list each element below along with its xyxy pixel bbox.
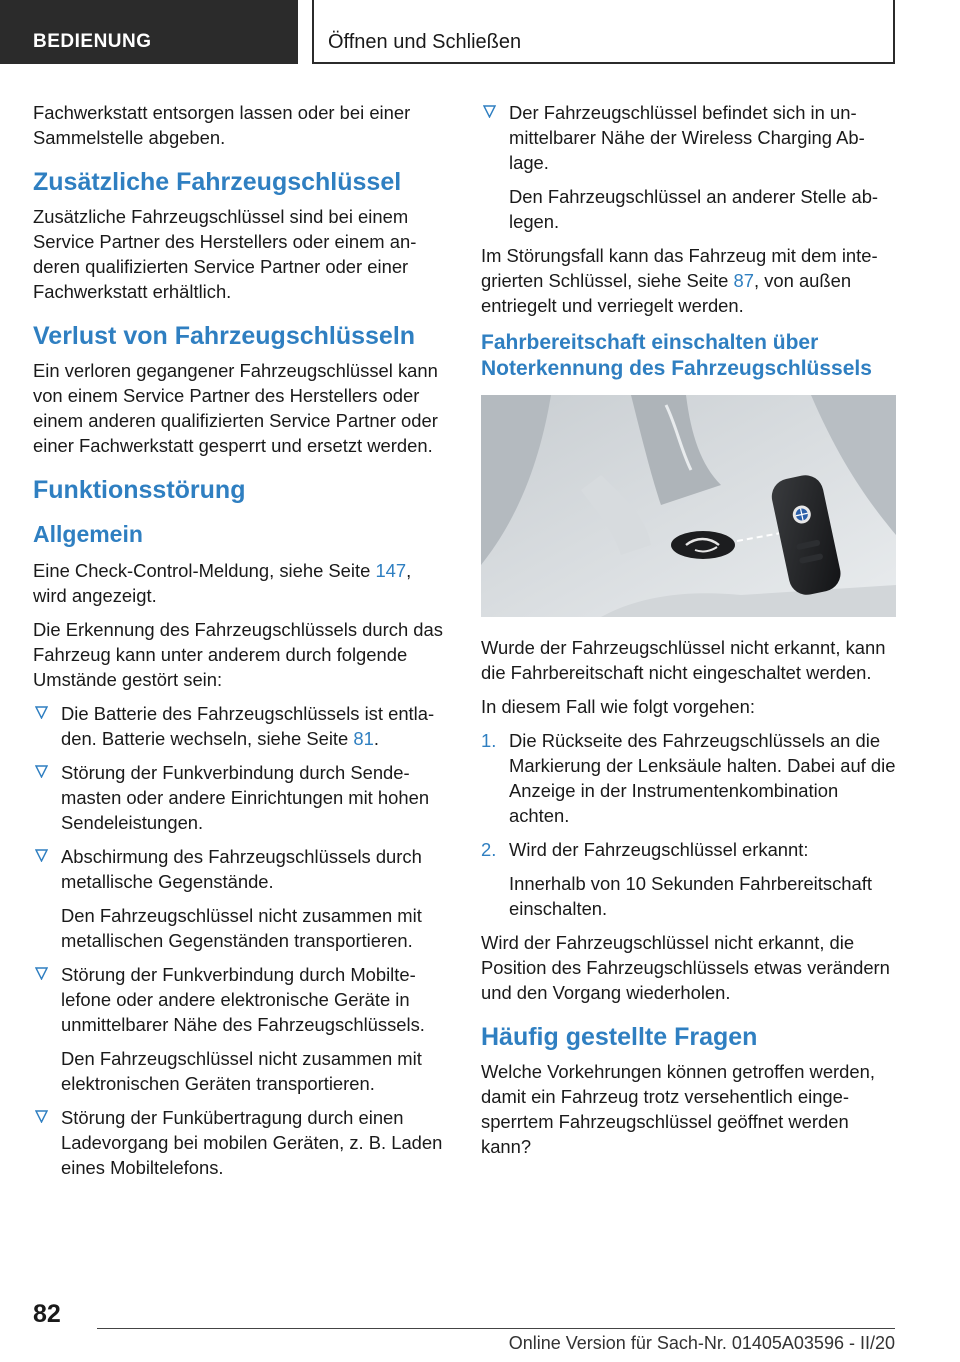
page-number: 82: [33, 1300, 61, 1328]
step-note: Innerhalb von 10 Sekunden Fahrbereitschaft einschalten.: [509, 873, 872, 919]
triangle-bullet-icon: [483, 105, 496, 118]
list-item: Abschirmung des Fahrzeugschlüssels durch metallische Gegenstände.: [33, 844, 449, 894]
paragraph-faq-question: Welche Vorkehrungen können getroffen werden, damit ein Fahrzeug trotz versehentlich eingesperrtem Fahrzeugschlüssel geöffnet werden kann?: [481, 1061, 875, 1157]
step-item: 1. Die Rückseite des Fahrzeugschlüssels an die Markierung der Lenksäule halten. Dabei auf die Anzeige in der Instrumentenkombination achten.: [481, 730, 896, 826]
chapter-title: Öffnen und Schließen: [312, 0, 895, 64]
paragraph-additional-keys: Zusätzliche Fahrzeugschlüssel sind bei einem Service Partner des Herstellers oder einem anderen qualifizierten Service Partner oder einer Fachwerkstatt erhältlich.: [33, 206, 417, 302]
paragraph-reposition: Wird der Fahrzeugschlüssel nicht erkannt, die Position des Fahrzeugschlüssels etwas verändern und den Vorgang wiederholen.: [481, 932, 890, 1003]
list-item: Die Batterie des Fahrzeugschlüssels ist entladen. Batterie wechseln, siehe Seite 81.: [33, 701, 449, 751]
paragraph-detection: Die Erkennung des Fahrzeugschlüssels durch das Fahrzeug kann unter anderem durch folgende Umstände gestört sein:: [33, 619, 443, 690]
list-item: Störung der Funkverbindung durch Sendemasten oder andere Einrichtungen mit hohen Sendeleistungen.: [33, 760, 449, 835]
paragraph-check-control: Eine Check-Control-Meldung, siehe Seite 147, wird angezeigt.: [33, 560, 412, 606]
triangle-bullet-icon: [35, 706, 48, 719]
heading-general: Allgemein: [33, 521, 143, 547]
list-item: Der Fahrzeugschlüssel befindet sich in unmittelbarer Nähe der Wireless Charging Ablage.: [481, 100, 896, 175]
footer-version: Online Version für Sach-Nr. 01405A03596 - II/20: [508, 1333, 895, 1353]
page-link-87[interactable]: 87: [733, 270, 754, 291]
intro-paragraph: Fachwerkstatt entsorgen lassen oder bei einer Sammelstelle abgeben.: [33, 102, 411, 148]
list-item: Störung der Funkübertragung durch einen Ladevorgang bei mobilen Geräten, z. B. Laden eines Mobiltelefons.: [33, 1105, 449, 1180]
paragraph-key-loss: Ein verloren gegangener Fahrzeugschlüssel kann von einem Service Partner des Herstellers oder einem anderen qualifizierten Service Partner oder einer Fachwerkstatt gesperrt und ersetzt werden.: [33, 360, 438, 456]
heading-malfunction: Funktionsstörung: [33, 476, 246, 504]
page-link-81[interactable]: 81: [353, 728, 374, 749]
step-item: 2. Wird der Fahrzeugschlüssel erkannt:: [481, 839, 809, 860]
list-item-note: Den Fahrzeugschlüssel nicht zusammen mit metallischen Gegenständen transportieren.: [61, 905, 422, 951]
triangle-bullet-icon: [35, 1110, 48, 1123]
triangle-bullet-icon: [35, 849, 48, 862]
right-column: [481, 100, 896, 1168]
page-header: [0, 0, 960, 66]
list-item: Störung der Funkverbindung durch Mobiltelefone oder andere elektronische Geräte in unmittelbarer Nähe des Fahrzeugschlüssels.: [33, 962, 449, 1037]
triangle-bullet-icon: [35, 765, 48, 778]
heading-key-loss: Verlust von Fahrzeugschlüsseln: [33, 322, 416, 350]
left-column: [33, 100, 449, 1189]
section-tab: BEDIENUNG: [0, 0, 298, 64]
paragraph-integrated-key: Im Störungsfall kann das Fahrzeug mit dem integrierten Schlüssel, siehe Seite 87, von außen entriegelt und verriegelt werden.: [481, 245, 878, 316]
footer-divider: [97, 1328, 895, 1329]
steering-column-key-illustration: [481, 395, 896, 617]
heading-emergency-detection: Fahrbereitschaft einschalten über Noterkennung des Fahrzeugschlüssels: [481, 331, 872, 380]
step-number: 2.: [481, 839, 497, 860]
triangle-bullet-icon: [35, 967, 48, 980]
paragraph-proceed: In diesem Fall wie folgt vorgehen:: [481, 696, 755, 717]
paragraph-key-not-detected: Wurde der Fahrzeugschlüssel nicht erkannt, kann die Fahrbereitschaft nicht eingeschaltet werden.: [481, 637, 886, 683]
list-item-note: Den Fahrzeugschlüssel nicht zusammen mit elektronischen Geräten transportieren.: [61, 1048, 422, 1094]
page-link-147[interactable]: 147: [375, 560, 407, 581]
heading-additional-keys: Zusätzliche Fahrzeugschlüssel: [33, 168, 402, 196]
step-number: 1.: [481, 730, 497, 751]
heading-faq: Häufig gestellte Fragen: [481, 1023, 758, 1051]
list-item-note: Den Fahrzeugschlüssel an anderer Stelle ablegen.: [509, 186, 879, 232]
